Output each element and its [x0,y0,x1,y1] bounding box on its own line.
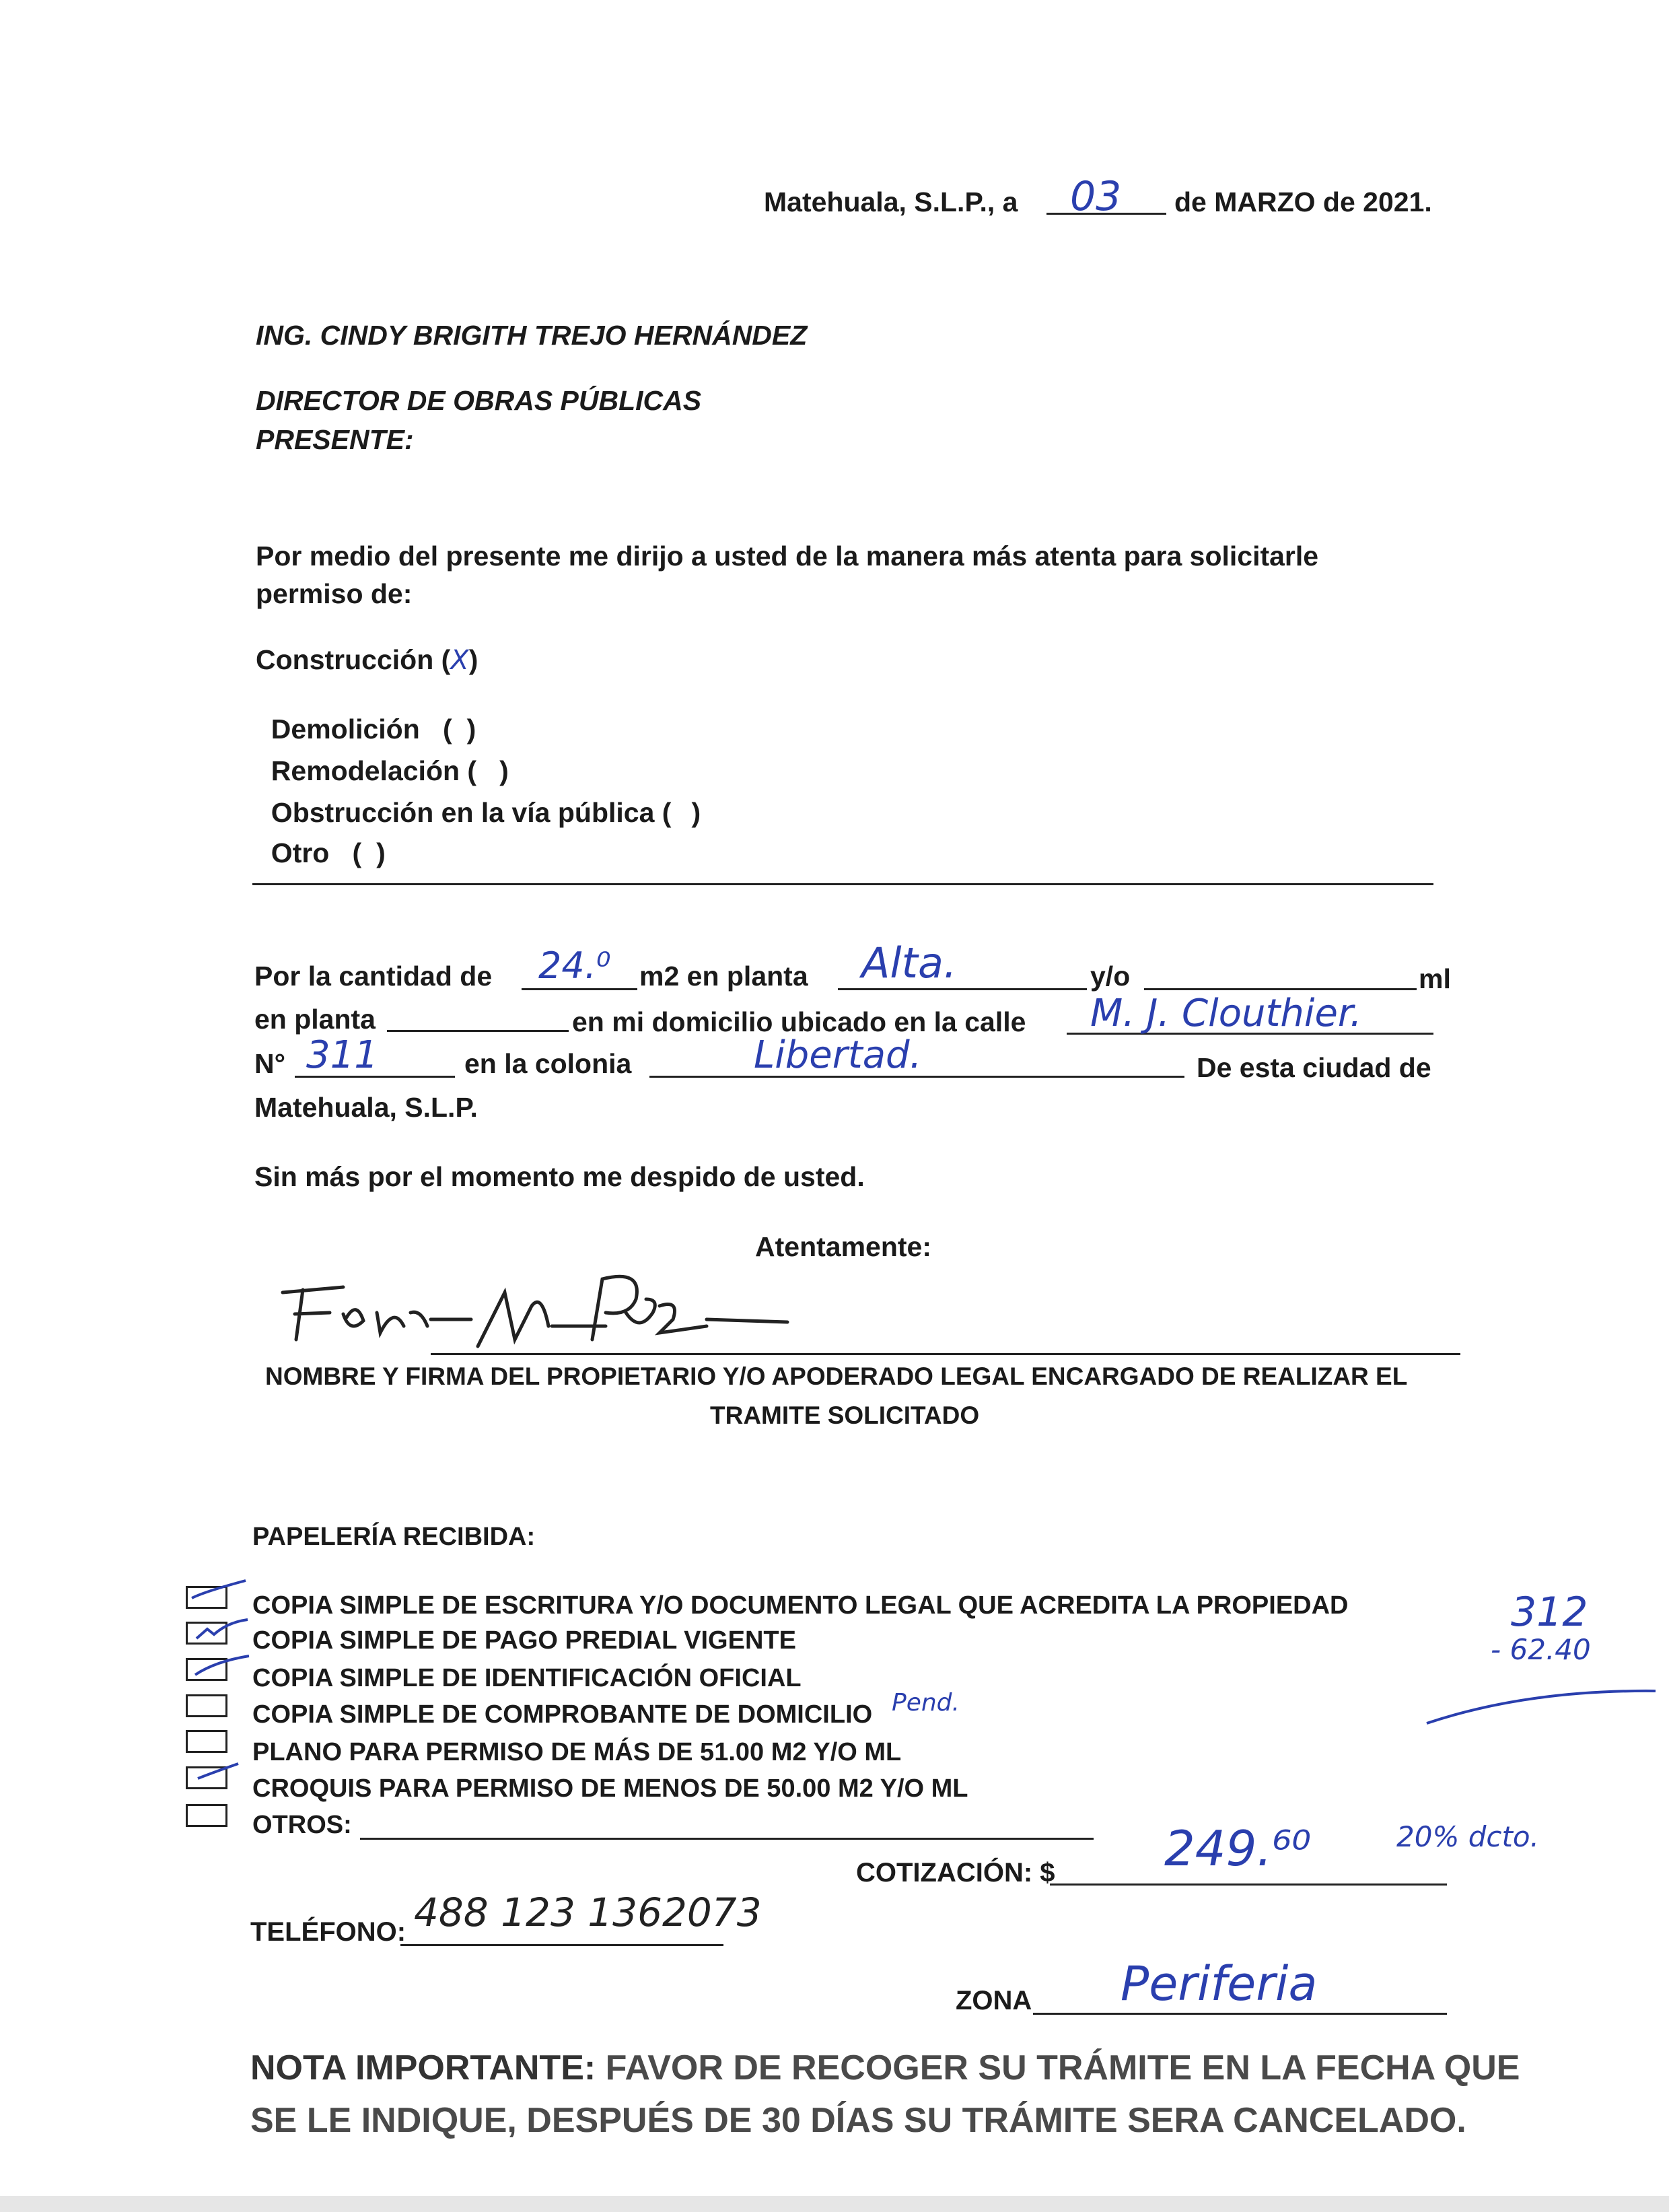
cotizacion-label: COTIZACIÓN: $ [856,1858,1055,1888]
nota-line-1 [250,2050,1520,2085]
ml-label: ml [1419,963,1451,994]
telefono-underline [400,1944,723,1946]
date-line [764,188,1018,216]
signature-caption-1: NOMBRE Y FIRMA DEL PROPIETARIO Y/O APODERADO LEGAL ENCARGADO DE REALIZAR EL [265,1362,1408,1390]
planta-underline [838,988,1087,990]
otros-underline [360,1838,1094,1840]
permit-obstruccion: Obstrucción en la vía pública ( ) [271,797,701,828]
signature-line [431,1353,1460,1355]
telefono-value[interactable]: 488 123 1362073 [414,1890,762,1935]
papeleria-item-domicilio: COPIA SIMPLE DE COMPROBANTE DE DOMICILIO [252,1700,873,1729]
zona-underline [1033,2013,1447,2015]
check-mark-icon [188,1578,249,1609]
attentively: Atentamente: [755,1231,931,1262]
permit-otro: Otro ( ) [271,837,386,868]
addressee-position: DIRECTOR DE OBRAS PÚBLICAS [256,385,702,416]
papeleria-title: PAPELERÍA RECIBIDA: [252,1523,536,1551]
check-mark-icon [195,1760,242,1787]
check-mark-icon [191,1616,252,1647]
signature [276,1266,801,1353]
scan-edge [0,2196,1669,2212]
domicilio-note[interactable]: Pend. [892,1689,960,1717]
qty-underline [522,988,637,990]
papeleria-item-escritura: COPIA SIMPLE DE ESCRITURA Y/O DOCUMENTO LEGAL QUE ACREDITA LA PROPIEDAD [252,1591,1349,1620]
day-value[interactable]: 03 [1070,173,1122,220]
zona-label: ZONA [956,1986,1032,2015]
zona-value[interactable]: Periferia [1121,1956,1318,2011]
planta-value[interactable]: Alta. [861,938,957,988]
nota-line-2: SE LE INDIQUE, DESPUÉS DE 30 DÍAS SU TRÁMITE SERA CANCELADO. [250,2101,1466,2140]
domicilio-label: en mi domicilio ubicado en la calle [572,1006,1026,1037]
permit-mark[interactable]: X [450,645,469,676]
papeleria-item-plano: PLANO PARA PERMISO DE MÁS DE 51.00 M2 Y/O ML [252,1738,902,1766]
check-mark-icon [191,1651,252,1682]
ml-underline [1144,988,1417,990]
yo-label: y/o [1090,961,1131,992]
cotizacion-value[interactable]: 249.⁶⁰ [1164,1820,1312,1877]
en-planta-underline [387,1030,569,1032]
colonia-value[interactable]: Libertad. [754,1033,922,1077]
papeleria-item-croquis: CROQUIS PARA PERMISO DE MENOS DE 50.00 M2 Y/O ML [252,1774,968,1803]
margin-calc-line-1: 312 [1511,1589,1588,1636]
checkbox-plano[interactable] [186,1730,227,1753]
date-suffix: de MARZO de 2021. [1174,186,1432,217]
margin-calc-rule [1420,1683,1662,1730]
checkbox-domicilio[interactable] [186,1694,227,1717]
qty-value[interactable]: 24.⁰ [538,944,611,987]
numero-value[interactable]: 311 [306,1033,378,1077]
cotizacion-note: 20% dcto. [1396,1820,1539,1853]
intro-line-1: Por medio del presente me dirijo a usted de la manera más atenta para solicitarle [256,541,1319,572]
qty-label: Por la cantidad de [254,961,493,992]
telefono-label: TELÉFONO: [250,1917,406,1947]
en-planta-label: en planta [254,1004,376,1035]
ciudad-label: De esta ciudad de [1197,1052,1431,1083]
checkbox-otros[interactable] [186,1804,227,1827]
numero-label: N° [254,1048,286,1079]
papeleria-item-identificacion: COPIA SIMPLE DE IDENTIFICACIÓN OFICIAL [252,1664,802,1692]
nota-label: NOTA IMPORTANTE: [250,2048,596,2087]
m2-label: m2 en planta [639,961,808,992]
permit-remodelacion: Remodelación ( ) [271,755,509,786]
signature-caption-2: TRAMITE SOLICITADO [710,1402,980,1429]
nota-line-1-text: FAVOR DE RECOGER SU TRÁMITE EN LA FECHA QUE [605,2048,1520,2087]
farewell: Sin más por el momento me despido de usted. [254,1161,865,1192]
calle-value[interactable]: M. J. Clouthier. [1090,992,1362,1035]
papeleria-item-predial: COPIA SIMPLE DE PAGO PREDIAL VIGENTE [252,1626,796,1655]
addressee-name: ING. CINDY BRIGITH TREJO HERNÁNDEZ [256,320,808,351]
section-divider [252,883,1433,885]
addressee-greeting: PRESENTE: [256,424,414,455]
colonia-label: en la colonia [464,1048,632,1079]
margin-calc-line-2: - 62.40 [1491,1633,1591,1666]
papeleria-item-otros: OTROS: [252,1811,352,1839]
permit-construccion: Construcción (X) [256,644,478,676]
cotizacion-underline [1050,1883,1447,1886]
place-prefix: Matehuala, S.L.P., a [764,186,1018,217]
intro-line-2: permiso de: [256,578,413,609]
permit-demolicion: Demolición ( ) [271,714,476,745]
ciudad-value: Matehuala, S.L.P. [254,1092,478,1123]
